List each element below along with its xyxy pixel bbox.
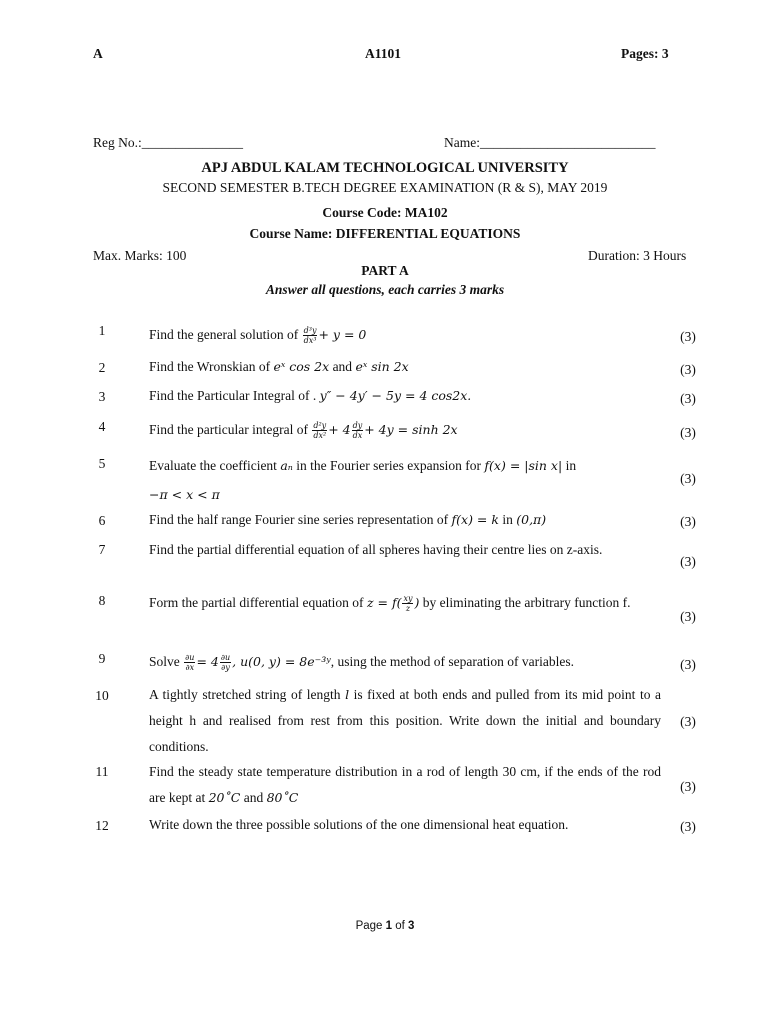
- part-heading: PART A: [361, 263, 409, 278]
- question-marks: (3): [680, 391, 696, 406]
- question-text: Find the Wronskian of eˣ cos 2x and eˣ sin 2x: [149, 359, 409, 374]
- part-instructions: Answer all questions, each carries 3 marks: [265, 282, 505, 297]
- question-number: 11: [95, 764, 109, 779]
- question-number: 6: [98, 513, 106, 528]
- question-number: 1: [98, 323, 106, 338]
- question-text: Solve $\frac{\partial u}{\partial x}$ = 4 $\frac{\partial u}{\partial y}$ , u(0, y) = 8e⁻³ʸ, using the method of separation of variables.: [149, 653, 574, 673]
- fraction: $\frac{\partial u}{\partial y}$: [220, 653, 231, 673]
- fraction: $\frac{\text{d³y}}{\text{dx³}}$: [303, 326, 317, 346]
- question-text: Find the steady state temperature distribution in a rod of length 30 cm, if the ends of the rod are kept at 20˚C and 80˚C: [149, 764, 661, 805]
- question-marks: (3): [680, 609, 696, 624]
- course-name: Course Name: DIFFERENTIAL EQUATIONS: [249, 226, 521, 241]
- page-count: Pages: 3: [621, 46, 669, 61]
- question-marks: (3): [680, 425, 696, 440]
- question-number: 5: [98, 456, 106, 471]
- question-number: 2: [98, 360, 106, 375]
- max-marks: Max. Marks: 100: [93, 248, 187, 263]
- question-marks: (3): [680, 714, 696, 729]
- question-marks: (3): [680, 657, 696, 672]
- question-text: Find the particular integral of $\frac{\text{d²y}}{\text{dx²}}$ + 4 $\frac{dy}{dx}$ + 4y = sinh 2x: [149, 421, 458, 441]
- paper-series-label: A: [93, 46, 103, 61]
- question-marks: (3): [680, 329, 696, 344]
- question-number: 8: [98, 593, 106, 608]
- question-marks: (3): [680, 554, 696, 569]
- question-text: A tightly stretched string of length l is fixed at both ends and pulled from its mid point to a height h and realised from rest from this position. Write down the initial and boundary conditions.: [149, 687, 661, 754]
- question-text: Find the partial differential equation of all spheres having their centre lies on z-axis.: [149, 542, 603, 557]
- question-text: Evaluate the coefficient aₙ in the Fourier series expansion for f(x) = |sin x| in −π < x < π: [149, 458, 577, 502]
- name-field: Name:__________________________: [444, 135, 656, 150]
- question-number: 9: [98, 651, 106, 666]
- university-title: APJ ABDUL KALAM TECHNOLOGICAL UNIVERSITY: [201, 160, 569, 176]
- question-marks: (3): [680, 819, 696, 834]
- fraction: $\frac{xy}{z}$: [403, 594, 413, 614]
- question-text: Find the Particular Integral of . y″ − 4y′ − 5y = 4 cos2x.: [149, 388, 472, 403]
- exam-title: SECOND SEMESTER B.TECH DEGREE EXAMINATION (R & S), MAY 2019: [162, 180, 608, 195]
- question-text: Write down the three possible solutions of the one dimensional heat equation.: [149, 817, 569, 832]
- paper-code: A1101: [365, 46, 402, 61]
- question-number: 10: [95, 688, 109, 703]
- question-number: 12: [95, 818, 109, 833]
- course-code: Course Code: MA102: [322, 205, 448, 220]
- reg-no-field: Reg No.:_______________: [93, 135, 243, 150]
- duration: Duration: 3 Hours: [588, 248, 687, 263]
- question-marks: (3): [680, 779, 696, 794]
- question-text: Find the half range Fourier sine series representation of f(x) = k in (0,π): [149, 512, 547, 527]
- question-text: Find the general solution of $\frac{\text{d³y}}{\text{dx³}}$ + y = 0: [149, 326, 367, 346]
- fraction: $\frac{dy}{dx}$: [352, 421, 363, 441]
- question-marks: (3): [680, 514, 696, 529]
- question-number: 3: [98, 389, 106, 404]
- question-number: 4: [98, 419, 106, 434]
- fraction: $\frac{\partial u}{\partial x}$: [185, 653, 195, 673]
- question-marks: (3): [680, 471, 696, 486]
- question-text: Form the partial differential equation of z = f( $\frac{xy}{z}$ ) by eliminating the arbitrary function f.: [149, 594, 631, 614]
- page-footer: Page 1 of 3: [355, 920, 415, 932]
- question-marks: (3): [680, 362, 696, 377]
- fraction: $\frac{\text{d²y}}{\text{dx²}}$: [313, 421, 327, 441]
- question-number: 7: [98, 542, 106, 557]
